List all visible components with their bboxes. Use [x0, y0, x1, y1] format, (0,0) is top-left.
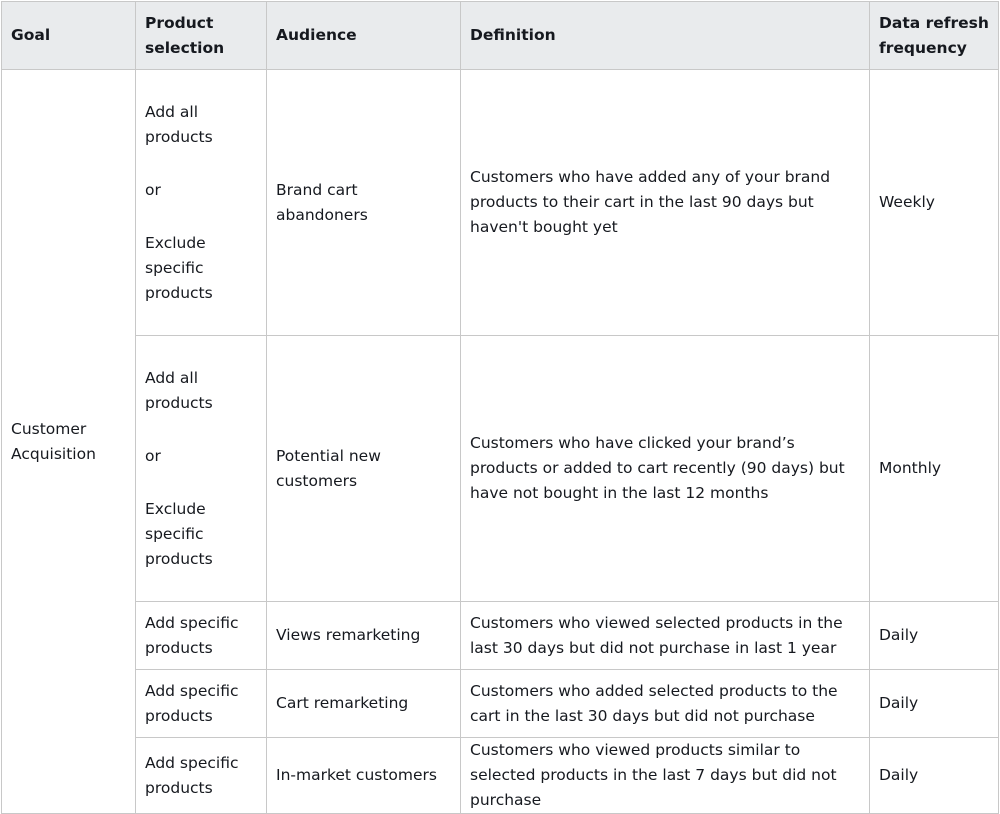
product-selection-cell: Add specific products — [136, 602, 267, 670]
table-row — [2, 670, 999, 738]
table-body — [2, 70, 999, 814]
table-row — [2, 336, 999, 602]
header-refresh-frequency: Data refresh frequency — [870, 2, 999, 70]
product-selection-cell — [136, 70, 267, 336]
audience-cell: In-market customers — [267, 738, 461, 814]
audience-cell: Potential new customers — [267, 336, 461, 602]
product-selection-option: Exclude specific products — [145, 499, 213, 568]
header-product-selection: Product selection — [136, 2, 267, 70]
refresh-frequency-cell: Daily — [870, 670, 999, 738]
product-selection-option: Add all products — [145, 368, 213, 412]
header-row — [2, 2, 999, 70]
table-header — [2, 2, 999, 70]
or-label: or — [145, 446, 161, 465]
definition-cell: Customers who viewed selected products in the last 30 days but did not purchase in last 1 year — [461, 602, 870, 670]
product-selection-cell: Add specific products — [136, 670, 267, 738]
refresh-frequency-cell: Daily — [870, 602, 999, 670]
table-row — [2, 738, 999, 814]
goal-cell: Customer Acquisition — [2, 70, 136, 814]
header-audience: Audience — [267, 2, 461, 70]
audience-cell: Brand cart abandoners — [267, 70, 461, 336]
audience-cell: Views remarketing — [267, 602, 461, 670]
definition-cell: Customers who have clicked your brand’s products or added to cart recently (90 days) but have not bought in the last 12 months — [461, 336, 870, 602]
audience-cell: Cart remarketing — [267, 670, 461, 738]
refresh-frequency-cell: Daily — [870, 738, 999, 814]
header-definition: Definition — [461, 2, 870, 70]
definition-cell: Customers who viewed products similar to selected products in the last 7 days but did not purchase — [461, 738, 870, 814]
definition-cell: Customers who added selected products to the cart in the last 30 days but did not purchase — [461, 670, 870, 738]
table-row — [2, 70, 999, 336]
header-goal: Goal — [2, 2, 136, 70]
refresh-frequency-cell: Weekly — [870, 70, 999, 336]
or-label: or — [145, 180, 161, 199]
table-row — [2, 602, 999, 670]
product-selection-cell — [136, 336, 267, 602]
product-selection-option: Add all products — [145, 102, 213, 146]
definition-cell: Customers who have added any of your brand products to their cart in the last 90 days but haven't bought yet — [461, 70, 870, 336]
product-selection-option: Exclude specific products — [145, 233, 213, 302]
product-selection-cell: Add specific products — [136, 738, 267, 814]
refresh-frequency-cell: Monthly — [870, 336, 999, 602]
audience-goals-table — [1, 1, 999, 814]
